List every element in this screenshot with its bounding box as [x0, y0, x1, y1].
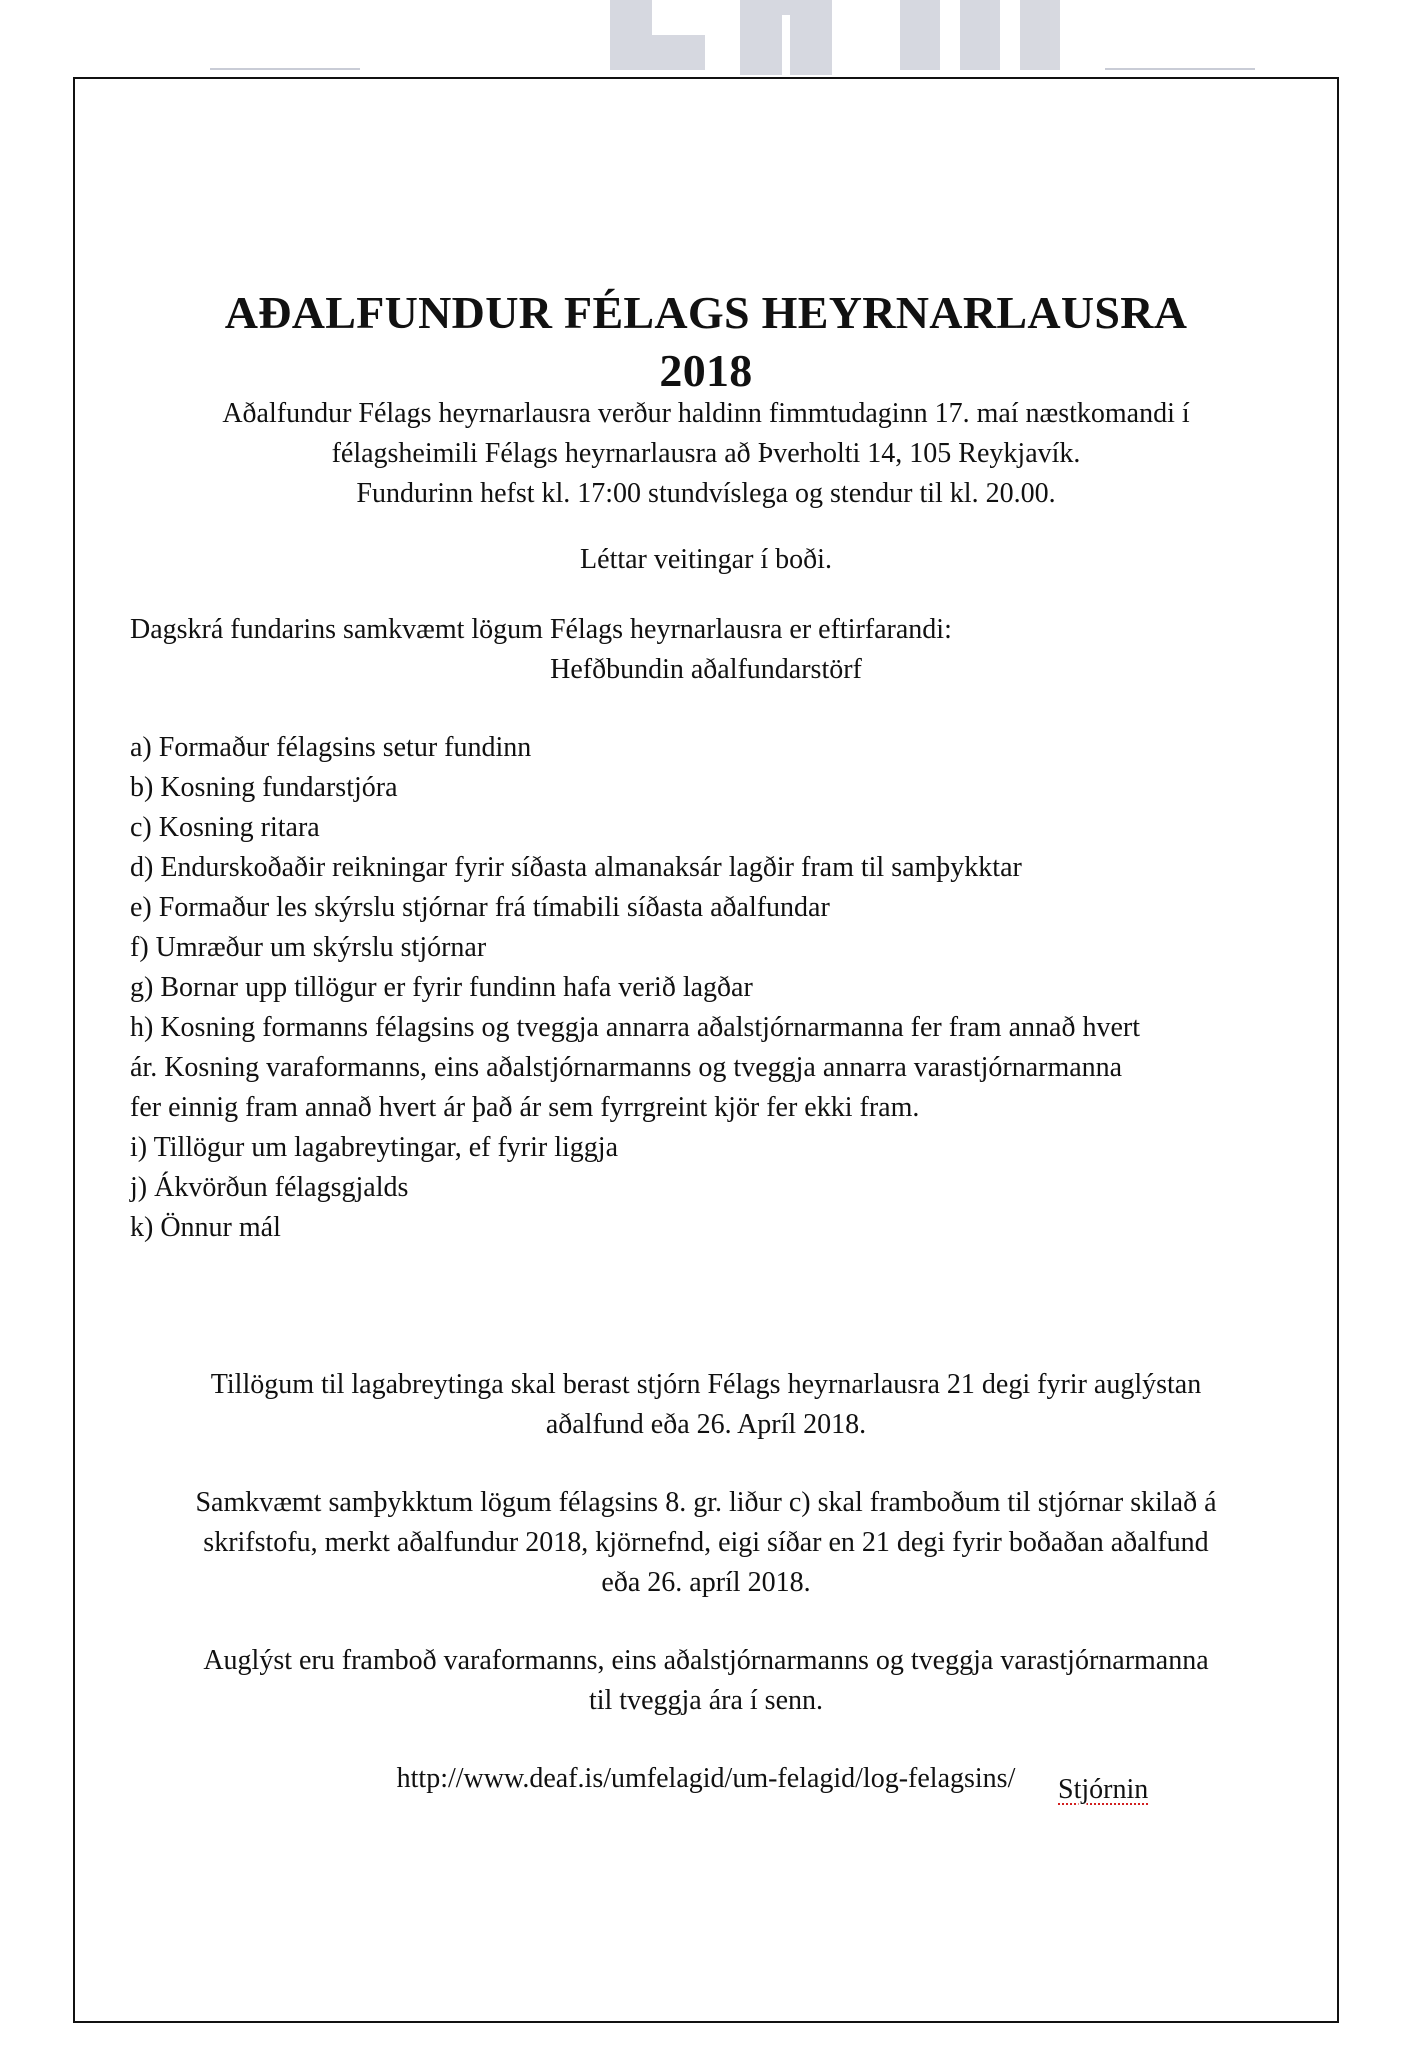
agenda-item: i) Tillögur um lagabreytingar, ef fyrir liggja: [130, 1132, 619, 1163]
refreshments-note: [115, 540, 1297, 580]
intro-line: félagsheimili Félags heyrnarlausra að Þverholti 14, 105 Reykjavík.: [331, 438, 1081, 469]
agenda-item: b) Kosning fundarstjóra: [130, 772, 398, 803]
agenda-item: c) Kosning ritara: [130, 812, 320, 843]
agenda-item: d) Endurskoðaðir reikningar fyrir síðasta almanaksár lagðir fram til samþykktar: [130, 852, 1022, 883]
watermark-line-right: [1105, 68, 1255, 70]
title-line: AÐALFUNDUR FÉLAGS HEYRNARLAUSRA: [224, 287, 1188, 338]
candidacy-line: Samkvæmt samþykktum lögum félagsins 8. gr. liður c) skal framboðum til stjórnar skilað á: [195, 1487, 1217, 1518]
positions-line: til tveggja ára í senn.: [588, 1685, 824, 1716]
agenda-item: k) Önnur mál: [130, 1212, 281, 1243]
agenda-list: [130, 728, 1277, 1248]
watermark-line-left: [210, 68, 360, 70]
amendments-line: Tillögum til lagabreytinga skal berast stjórn Félags heyrnarlausra 21 degi fyrir auglýstan: [210, 1369, 1202, 1400]
agenda-intro: [130, 610, 1277, 650]
amendments-line: aðalfund eða 26. Apríl 2018.: [545, 1409, 867, 1440]
positions-paragraph: [115, 1641, 1297, 1721]
signature: Stjórnin: [1058, 1774, 1149, 1805]
amendments-paragraph: [115, 1365, 1297, 1445]
agenda-subtitle-text: Hefðbundin aðalfundarstörf: [550, 654, 862, 685]
agenda-item: h) Kosning formanns félagsins og tveggja annarra aðalstjórnarmanna fer fram annað hvert: [130, 1012, 1140, 1043]
agenda-intro-text: Dagskrá fundarins samkvæmt lögum Félags heyrnarlausra er eftirfarandi:: [130, 614, 952, 645]
agenda-item: f) Umræður um skýrslu stjórnar: [130, 932, 487, 963]
candidacy-line: skrifstofu, merkt aðalfundur 2018, kjörnefnd, eigi síðar en 21 degi fyrir boðaðan aðalfund: [203, 1527, 1209, 1558]
agenda-item: a) Formaður félagsins setur fundinn: [130, 732, 532, 763]
document-title: [75, 284, 1337, 400]
agenda-item: g) Bornar upp tillögur er fyrir fundinn hafa verið lagðar: [130, 972, 753, 1003]
agenda-subtitle: [115, 650, 1297, 690]
positions-line: Auglýst eru framboð varaformanns, eins aðalstjórnarmanns og tveggja varastjórnarmanna: [203, 1645, 1209, 1676]
bylaws-url-text[interactable]: http://www.deaf.is/umfelagid/um-felagid/log-felagsins/: [396, 1763, 1016, 1794]
agenda-item: fer einnig fram annað hvert ár það ár sem fyrrgreint kjör fer ekki fram.: [130, 1092, 920, 1123]
intro-line: Fundurinn hefst kl. 17:00 stundvíslega og stendur til kl. 20.00.: [356, 478, 1056, 509]
agenda-item: j) Ákvörðun félagsgjalds: [130, 1172, 409, 1203]
candidacy-paragraph: [115, 1483, 1297, 1603]
title-year: 2018: [659, 345, 753, 396]
agenda-item: e) Formaður les skýrslu stjórnar frá tímabili síðasta aðalfundar: [130, 892, 830, 923]
intro-line: Aðalfundur Félags heyrnarlausra verður haldinn fimmtudaginn 17. maí næstkomandi í: [222, 398, 1190, 429]
agenda-item: ár. Kosning varaformanns, eins aðalstjórnarmanns og tveggja annarra varastjórnarmanna: [130, 1052, 1123, 1083]
intro-paragraph: [115, 394, 1297, 514]
document-page: [73, 77, 1339, 2023]
candidacy-line: eða 26. apríl 2018.: [601, 1567, 811, 1598]
refreshments-text: Léttar veitingar í boði.: [580, 544, 832, 575]
